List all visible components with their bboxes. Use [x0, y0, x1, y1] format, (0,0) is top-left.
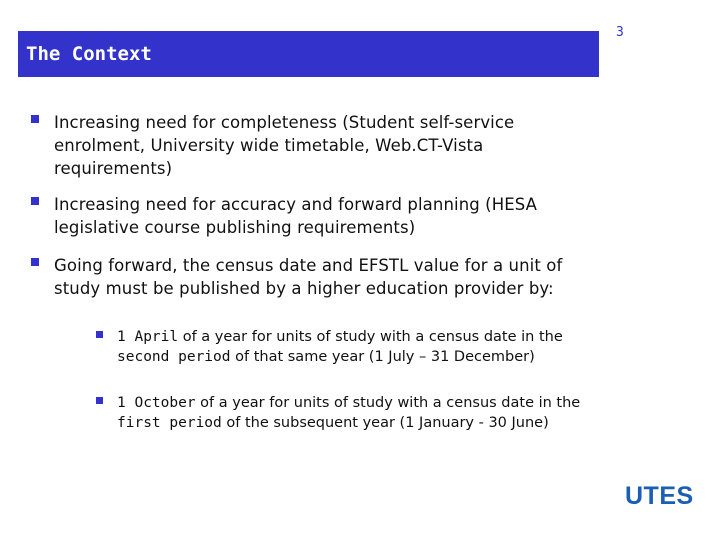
sub-bullet-segment: of that same year (1 July – 31 December): [230, 349, 535, 365]
bullet-square-icon: [31, 258, 39, 266]
sub-bullet-segment: of a year for units of study with a census date in the: [178, 329, 563, 345]
bullet-text: Increasing need for completeness (Student self-service enrolment, University wide timetable, Web.CT-Vista requirements): [54, 113, 515, 178]
slide-title: The Context: [26, 43, 152, 65]
sub-bullet-bold: 1 October: [117, 395, 196, 411]
bullet-text: Increasing need for accuracy and forward planning (HESA legislative course publishing requirements): [54, 195, 538, 237]
utes-logo: UTES: [625, 482, 694, 510]
sub-bullet-text: [117, 393, 597, 433]
bullet-square-icon: [31, 197, 39, 205]
bullet-square-icon: [31, 115, 39, 123]
sub-bullet-bold: 1 April: [117, 329, 179, 345]
sub-bullet-bold: first period: [117, 415, 222, 431]
sub-bullet-square-icon: [96, 331, 103, 338]
title-bar: [18, 31, 599, 77]
sub-bullet-square-icon: [96, 397, 103, 404]
slide-number: 3: [616, 25, 624, 40]
sub-bullet-bold: second period: [117, 349, 231, 365]
sub-bullet-segment: of a year for units of study with a census date in the: [195, 395, 581, 411]
sub-bullet-text: [117, 327, 597, 367]
bullet-text: Going forward, the census date and EFSTL value for a unit of study must be published by a higher education provider by:: [54, 256, 563, 298]
sub-bullet-segment: of the subsequent year (1 January - 30 June): [221, 415, 549, 431]
